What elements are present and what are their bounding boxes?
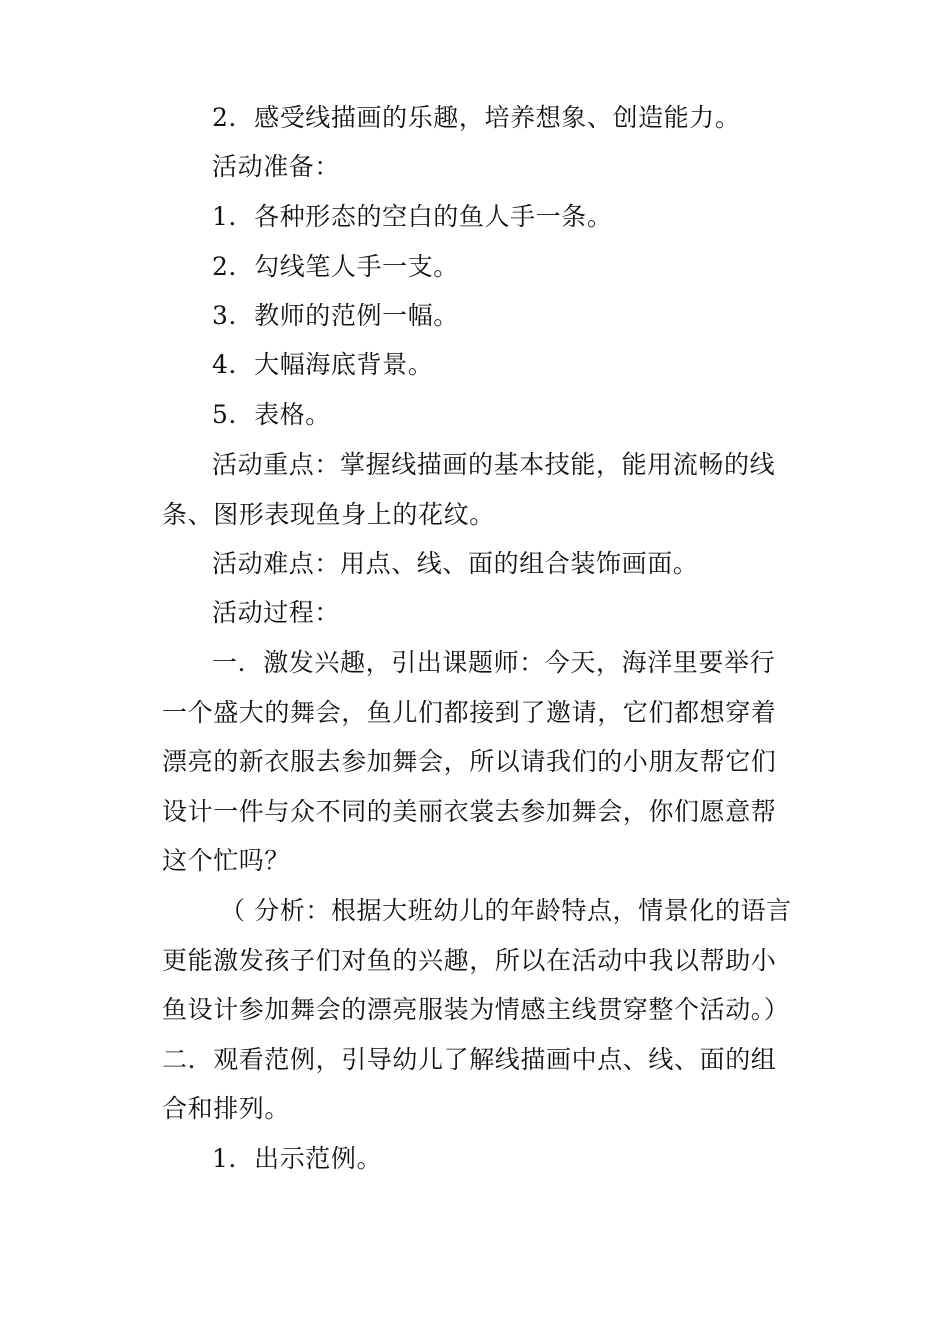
key-point-line-1: 活动重点：掌握线描画的基本技能，能用流畅的线 — [212, 450, 776, 479]
analysis-line-3: 鱼设计参加舞会的漂亮服装为情感主线贯穿整个活动。） — [162, 995, 790, 1024]
step-2-line-2: 合和排列。 — [162, 1094, 291, 1123]
preparation-item-1: 1．各种形态的空白的鱼人手一条。 — [212, 202, 613, 231]
step-1-line-3: 漂亮的新衣服去参加舞会，所以请我们的小朋友帮它们 — [162, 747, 777, 776]
preparation-item-3: 3．教师的范例一幅。 — [212, 301, 459, 330]
preparation-heading: 活动准备： — [212, 152, 341, 181]
preparation-item-5: 5．表格。 — [212, 400, 331, 429]
key-point-line-2: 条、图形表现鱼身上的花纹。 — [162, 500, 495, 529]
analysis-line-2: 更能激发孩子们对鱼的兴趣，所以在活动中我以帮助小 — [162, 946, 777, 975]
preparation-item-2: 2．勾线笔人手一支。 — [212, 252, 459, 281]
process-heading: 活动过程： — [212, 598, 341, 627]
step-2-item-1: 1．出示范例。 — [212, 1144, 383, 1173]
step-1-line-1: 一．激发兴趣，引出课题师：今天，海洋里要举行 — [212, 648, 776, 677]
step-2-line-1: 二．观看范例，引导幼儿了解线描画中点、线、面的组 — [162, 1045, 777, 1074]
step-1-line-5: 这个忙吗？ — [162, 846, 291, 875]
difficulty-line: 活动难点：用点、线、面的组合装饰画面。 — [212, 549, 699, 578]
preparation-item-4: 4．大幅海底背景。 — [212, 350, 434, 379]
step-1-line-2: 一个盛大的舞会，鱼儿们都接到了邀请，它们都想穿着 — [162, 698, 777, 727]
goal-2-line: 2．感受线描画的乐趣，培养想象、创造能力。 — [212, 103, 741, 132]
analysis-line-1: （ 分析：根据大班幼儿的年龄特点，情景化的语言 — [220, 896, 792, 925]
step-1-line-4: 设计一件与众不同的美丽衣裳去参加舞会，你们愿意帮 — [162, 797, 777, 826]
